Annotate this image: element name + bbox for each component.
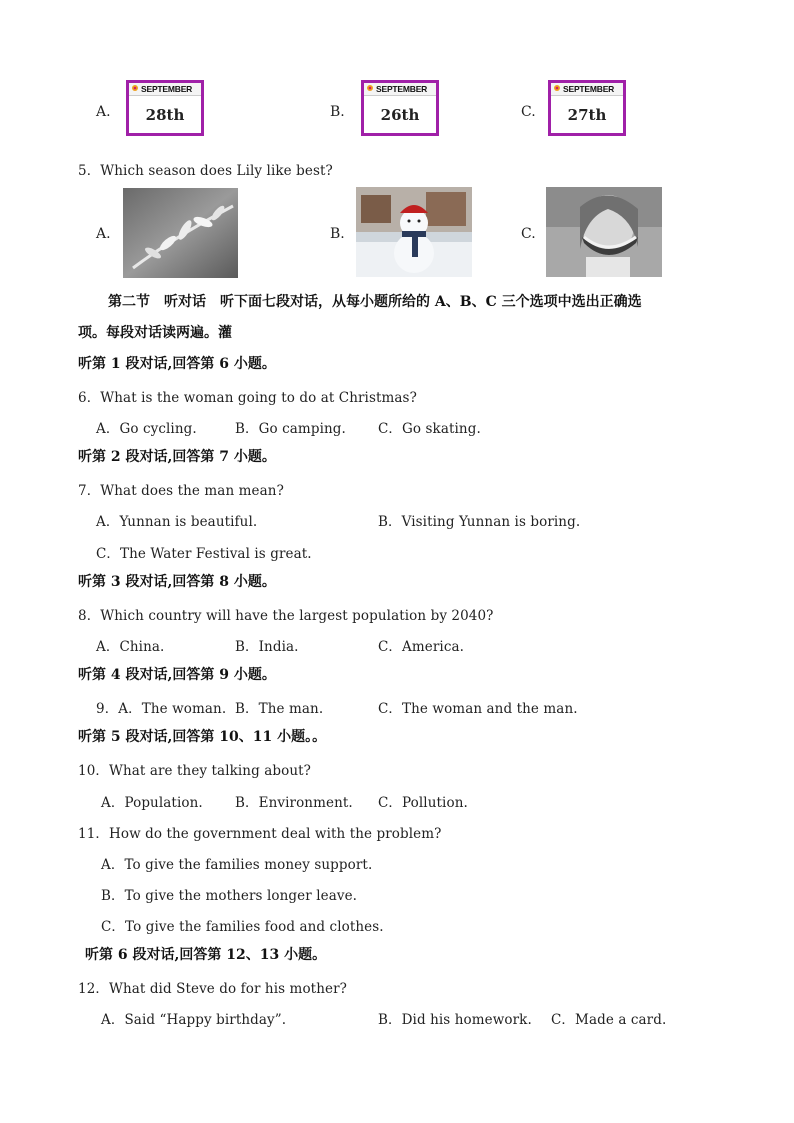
question-12: 12．What did Steve do for his mother? <box>78 981 347 997</box>
q5-option-b-letter: B. <box>330 226 345 242</box>
q9-option-c: C．The woman and the man. <box>378 701 578 717</box>
q12-option-c: C．Made a card. <box>551 1012 667 1028</box>
q7-option-a: A．Yunnan is beautiful. <box>96 514 258 530</box>
dialog-1-heading: 听第 1 段对话,回答第 6 小题。 <box>78 356 276 372</box>
question-8: 8．Which country will have the largest population by 2040? <box>78 608 494 624</box>
question-11: 11．How do the government deal with the problem? <box>78 826 442 842</box>
flower-icon <box>552 83 562 94</box>
q10-option-b: B．Environment. <box>235 795 353 811</box>
dialog-2-heading: 听第 2 段对话,回答第 7 小题。 <box>78 449 276 465</box>
question-10: 10．What are they talking about? <box>78 763 312 779</box>
q5-option-c-letter: C. <box>521 226 536 242</box>
spring-branch-image <box>123 188 238 278</box>
q4-option-b-letter: B. <box>330 104 345 120</box>
q7-option-c: C．The Water Festival is great. <box>96 546 312 562</box>
question-7: 7．What does the man mean? <box>78 483 284 499</box>
calendar-image-b: SEPTEMBER 26th <box>361 80 439 136</box>
dialog-4-heading: 听第 4 段对话,回答第 9 小题。 <box>78 667 276 683</box>
snowman-image <box>356 187 472 277</box>
dialog-3-heading: 听第 3 段对话,回答第 8 小题。 <box>78 574 276 590</box>
calendar-day: 28th <box>145 106 185 124</box>
q12-option-a: A．Said “Happy birthday”. <box>101 1012 287 1028</box>
q5-option-a-letter: A. <box>96 226 111 242</box>
q6-option-a: A．Go cycling. <box>96 421 197 437</box>
question-6: 6．What is the woman going to do at Christmas? <box>78 390 417 406</box>
flower-icon <box>365 83 375 94</box>
calendar-day: 26th <box>380 106 420 124</box>
q11-option-c: C．To give the families food and clothes. <box>101 919 384 935</box>
q8-option-c: C．America. <box>378 639 465 655</box>
q12-option-b: B．Did his homework. <box>378 1012 532 1028</box>
q7-option-b: B．Visiting Yunnan is boring. <box>378 514 581 530</box>
q11-option-a: A．To give the families money support. <box>101 857 373 873</box>
q11-option-b: B．To give the mothers longer leave. <box>101 888 358 904</box>
section-2-instructions: 第二节 听对话 听下面七段对话，从每小题所给的 A、B、C 三个选项中选出正确选 <box>108 294 642 310</box>
q8-option-a: A．China. <box>96 639 165 655</box>
q4-option-c-letter: C. <box>521 104 536 120</box>
calendar-day: 27th <box>567 106 607 124</box>
question-5: 5．Which season does Lily like best? <box>78 163 333 179</box>
question-9: 9．A．The woman. <box>96 701 227 717</box>
calendar-image-c: SEPTEMBER 27th <box>548 80 626 136</box>
q10-option-c: C．Pollution. <box>378 795 468 811</box>
flower-icon <box>130 83 140 94</box>
q6-option-c: C．Go skating. <box>378 421 481 437</box>
q4-option-a-letter: A. <box>96 104 111 120</box>
girl-watermelon-image <box>546 187 662 277</box>
q10-option-a: A．Population. <box>101 795 203 811</box>
q9-option-b: B．The man. <box>235 701 324 717</box>
q6-option-b: B．Go camping. <box>235 421 346 437</box>
dialog-5-heading: 听第 5 段对话,回答第 10、11 小题。。 <box>78 729 327 745</box>
calendar-image-a: SEPTEMBER 28th <box>126 80 204 136</box>
dialog-6-heading: 听第 6 段对话,回答第 12、13 小题。 <box>85 947 327 963</box>
section-2-instructions-cont: 项。每段对话读两遍。灌 <box>78 325 232 341</box>
q8-option-b: B．India. <box>235 639 299 655</box>
